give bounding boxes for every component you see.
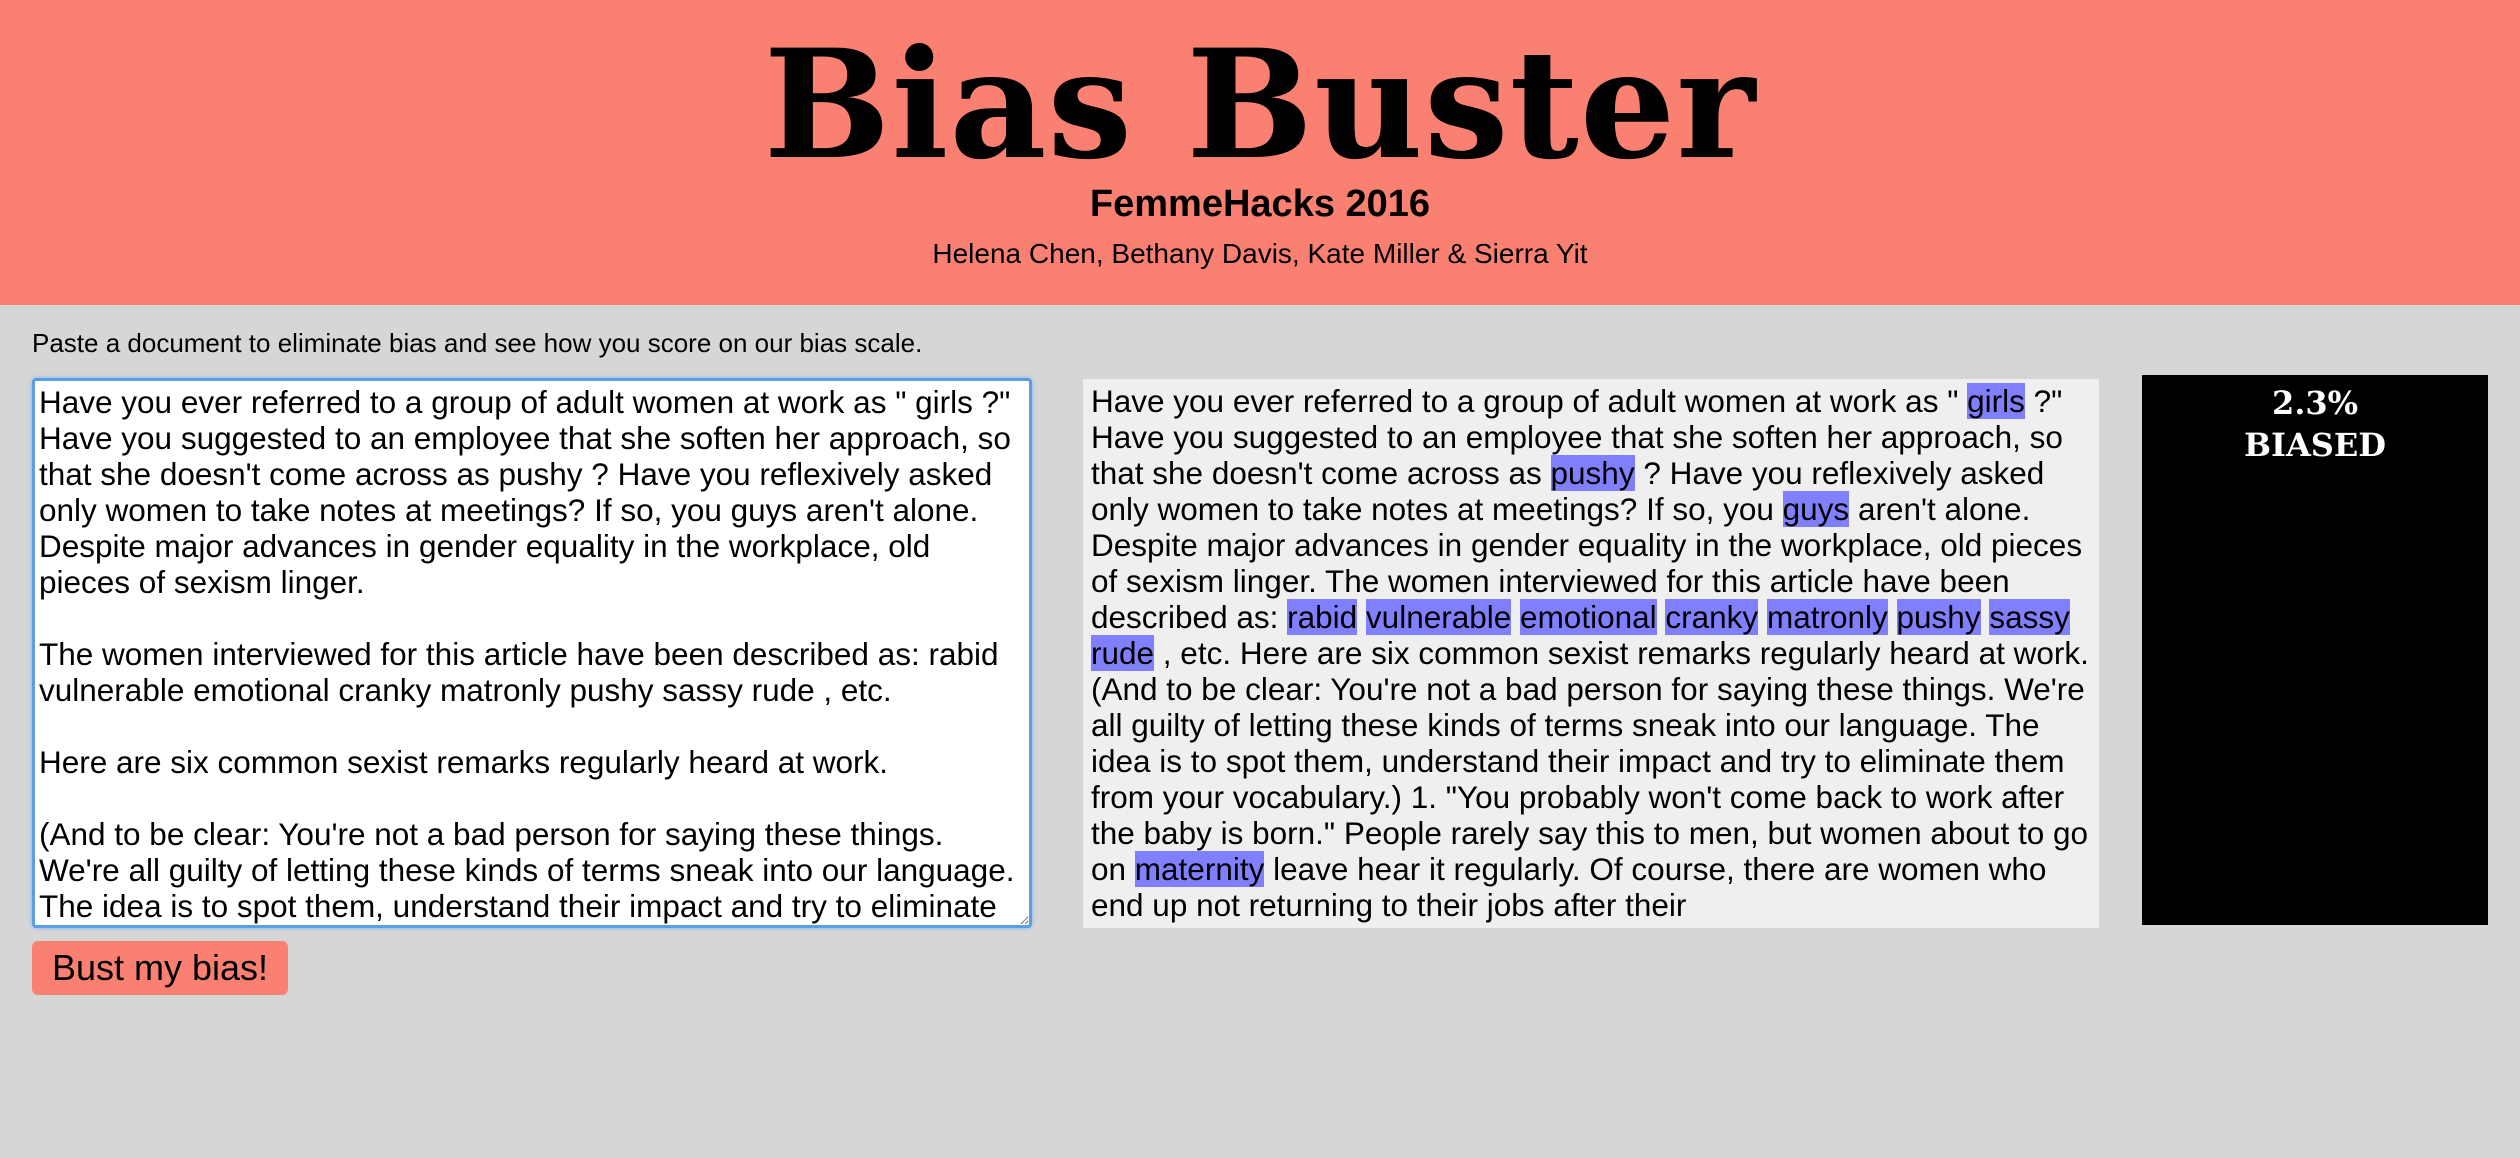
output-text-segment [1511, 599, 1520, 635]
output-text-segment: leave hear it regularly. Of course, there are women who end up not returning to their jobs after their [1091, 851, 2047, 923]
output-text-segment: ?" Have you suggested to an employee that she soften her approach, so that she doesn't come across as [1091, 383, 2063, 491]
biased-word-highlight: rude [1091, 635, 1155, 671]
document-input[interactable] [32, 378, 1032, 928]
bias-score-panel [2142, 375, 2488, 925]
bias-score-value: 2.3% [2271, 384, 2359, 422]
biased-word-highlight: guys [1782, 491, 1850, 527]
biased-word-highlight: rabid [1287, 599, 1358, 635]
biased-word-highlight: matronly [1766, 599, 1888, 635]
page-header [0, 0, 2520, 305]
biased-word-highlight: pushy [1550, 455, 1635, 491]
biased-word-highlight: vulnerable [1365, 599, 1512, 635]
biased-word-highlight: maternity [1134, 851, 1265, 887]
biased-word-highlight: emotional [1520, 599, 1657, 635]
bust-my-bias-button[interactable]: Bust my bias! [32, 941, 288, 995]
output-text-segment: Have you ever referred to a group of adult women at work as " [1091, 383, 1968, 419]
output-text-segment [1357, 599, 1366, 635]
biased-word-highlight: sassy [1989, 599, 2070, 635]
output-text-segment: aren't alone. Despite major advances in gender equality in the workplace, old pieces of sexism linger. The women interviewed for this article have been described as: [1091, 491, 2083, 635]
biased-word-highlight: pushy [1896, 599, 1981, 635]
event-subtitle: FemmeHacks 2016 [1089, 183, 1431, 225]
bias-score-label: BIASED [2243, 426, 2387, 464]
authors-line: Helena Chen, Bethany Davis, Kate Miller & Sierra Yit [932, 238, 1588, 269]
output-text-segment [1888, 599, 1897, 635]
page-title: Bias Buster [763, 17, 1757, 193]
instructions-text: Paste a document to eliminate bias and see how you score on our bias scale. [32, 328, 923, 358]
output-text-segment: , etc. Here are six common sexist remarks regularly heard at work. (And to be clear: You're not a bad person for saying these things. We're all guilty of letting these kinds of terms sneak into our language. The idea is to spot them, understand their impact and try to eliminate them from your vocabulary.) 1. "You probably won't come back to work after the baby is born." People rarely say this to men, but women about to go on [1091, 635, 2089, 887]
highlighted-output [1083, 379, 2099, 928]
output-text-segment: ? Have you reflexively asked only women to take notes at meetings? If so, you [1091, 455, 2045, 527]
output-text-segment [1758, 599, 1767, 635]
biased-word-highlight: girls [1967, 383, 2025, 419]
biased-word-highlight: cranky [1665, 599, 1759, 635]
